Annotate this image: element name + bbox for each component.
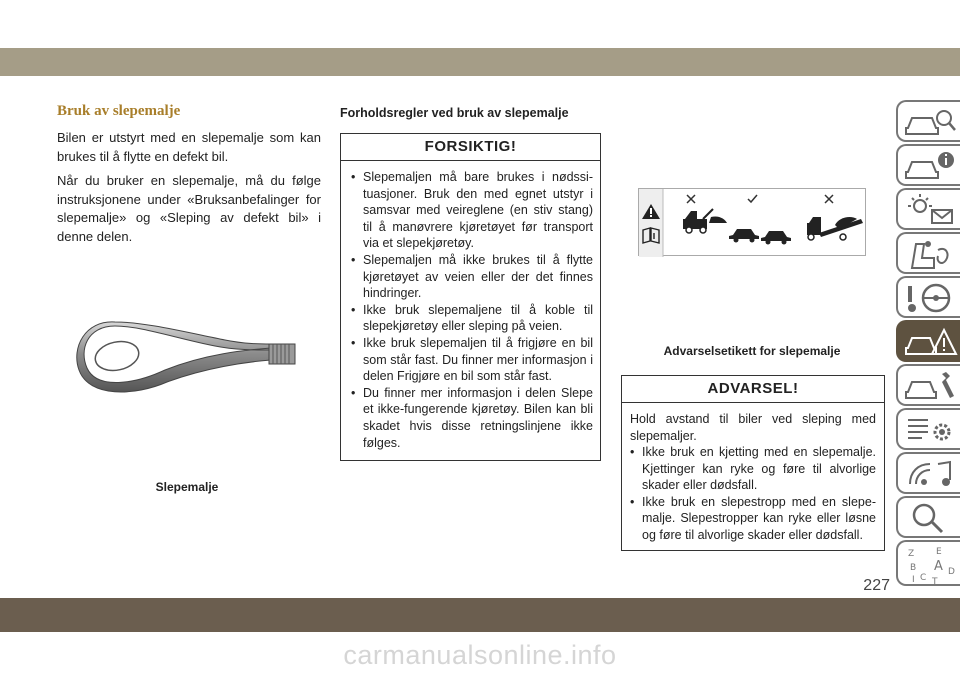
steering-wheel-icon [902,280,958,316]
car-pair-icon [729,229,791,245]
index-letter: T [932,577,938,586]
top-band [0,48,960,76]
tab-car-info[interactable] [896,144,960,186]
instruction-paragraph: Når du bruker en slepemalje, må du følge instruksjonene under «Bruksanbefalinger for slepemalje» og «Sleping av defekt bil» i denne delen. [57,173,321,244]
towing-eye-caption: Slepemalje [155,480,219,494]
list-item: • Slepemaljen må bare brukes i nødssituasjoner. Bruk den med egnet utstyr i samsvar med veireglene (en stiv stang) til å manøvrere kjøretøyet før transport via et slepekjøretøy. [351,169,593,252]
index-letter: Z [908,549,915,559]
cross-mark-icon [687,195,695,203]
bottom-band [0,598,960,632]
tab-index[interactable] [896,540,960,586]
seat-airbag-icon [902,236,958,272]
warning-list [622,444,884,544]
tab-service[interactable] [896,364,960,406]
index-letter: D [948,567,955,577]
index-letter: E [936,547,942,557]
car-search-icon [902,104,958,140]
list-item: • Ikke bruk slepemaljen til å frigjøre en bil som står fast. Du finner mer informasjon i delen Frigjøre en bil som står fast. [351,335,593,385]
cross-mark-icon [825,195,833,203]
precautions-heading: Forholdsregler ved bruk av slepemalje [340,106,569,120]
tow-truck-icon [683,209,727,233]
page-number: 227 [863,577,890,594]
tab-emergency[interactable] [896,320,960,362]
tab-warning-lights[interactable] [896,188,960,230]
index-letter: A [934,559,943,574]
alphabet-index-icon [902,544,958,586]
watermark: carmanualsonline.info [343,640,617,670]
list-item: • Slepemaljen må ikke brukes til å flytte kjøretøyet av veien eller der det finnes hindringer. [351,252,593,302]
index-letter: B [910,563,917,573]
flatbed-truck-icon [807,217,863,240]
tow-label-graphic [639,189,867,257]
caution-box [340,133,601,461]
index-letter: C [920,573,927,583]
warning-box [621,375,885,551]
index-letter: I [912,575,915,585]
section-heading: Bruk av slepemalje [57,103,181,119]
list-item: • Ikke bruk en kjetting med en slepemalje. Kjettinger kan ryke og føre til alvorlige skader eller dødsfall. [630,444,876,494]
list-item: • Ikke bruk en slepestropp med en slepemalje. Slepestropper kan ryke eller løsne og føre til alvorlige skader eller dødsfall. [630,494,876,544]
specifications-gear-icon [902,412,958,448]
tab-specifications[interactable] [896,408,960,450]
car-emergency-icon [902,324,958,360]
label-caption: Advarselsetikett for slepemalje [663,344,841,358]
towing-eye-image [75,318,305,398]
tab-safety[interactable] [896,232,960,274]
warning-light-message-icon [902,192,958,228]
tab-search[interactable] [896,496,960,538]
warning-intro: Hold avstand til biler ved sleping med slepemaljer. [630,412,876,443]
tab-multimedia[interactable] [896,452,960,494]
caution-title: FORSIKTIG! [341,134,600,161]
multimedia-icon [902,456,958,492]
tab-starting-operating[interactable] [896,276,960,318]
warning-title: ADVARSEL! [622,376,884,403]
car-info-icon [902,148,958,184]
intro-paragraph: Bilen er utstyrt med en slepemalje som kan brukes til å flytte en defekt bil. [57,130,321,164]
list-item: • Du finner mer informasjon i delen Slepe et ikke-fungerende kjøretøy. Bilen kan bli skadet hvis disse retningslinjene ikke følges. [351,385,593,451]
check-mark-icon [748,195,757,202]
car-service-icon [902,368,958,404]
warning-label-image [638,188,866,256]
search-icon [902,500,958,536]
caution-list [341,161,600,451]
list-item: • Ikke bruk slepemaljene til å koble til slepekjøretøy eller sleping på veien. [351,302,593,335]
tab-car-search[interactable] [896,100,960,142]
